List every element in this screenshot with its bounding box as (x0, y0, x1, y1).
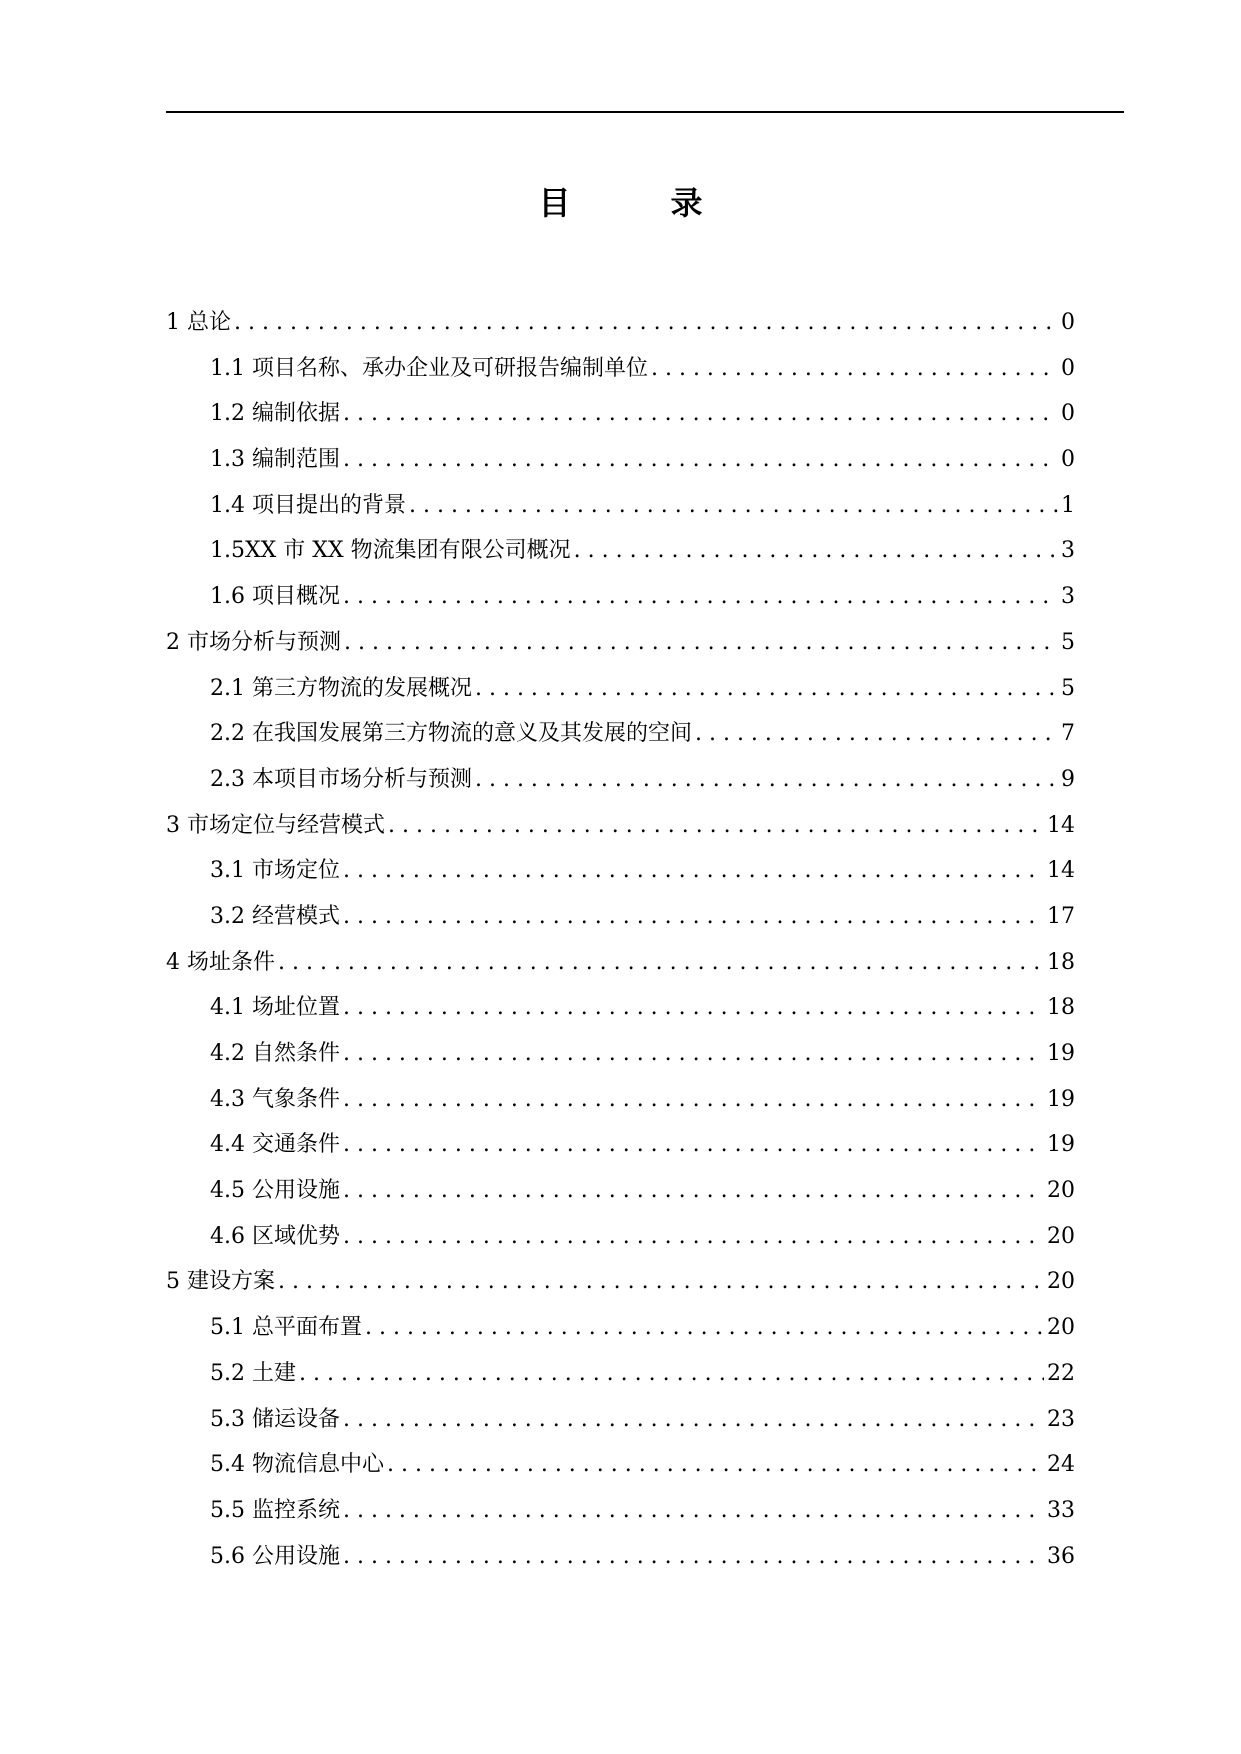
toc-entry-label: 4.3 气象条件 (210, 1086, 340, 1112)
toc-dot-leader (343, 1488, 1044, 1534)
toc-page-number: 0 (1061, 310, 1075, 335)
toc-section-entry[interactable] (166, 1534, 1075, 1580)
toc-section-entry[interactable] (166, 757, 1075, 803)
toc-dot-leader (299, 1351, 1044, 1397)
toc-section-entry[interactable] (166, 437, 1075, 483)
toc-dot-leader (343, 391, 1058, 437)
toc-section-entry[interactable] (166, 574, 1075, 620)
toc-entry-label: 1.2 编制依据 (210, 401, 340, 427)
toc-dot-leader (343, 1168, 1044, 1214)
toc-section-entry[interactable] (166, 711, 1075, 757)
toc-entry-label: 4.2 自然条件 (210, 1041, 340, 1066)
toc-entry-label: 3 市场定位与经营模式 (166, 812, 385, 838)
toc-entry-label: 4.1 场址位置 (210, 995, 340, 1021)
header-rule (166, 111, 1124, 113)
toc-page-number: 20 (1047, 1315, 1075, 1341)
toc-section-entry[interactable] (166, 391, 1075, 437)
toc-dot-leader (343, 1077, 1044, 1123)
toc-page-number: 19 (1047, 1086, 1075, 1112)
toc-section-entry[interactable] (166, 1168, 1075, 1214)
toc-dot-leader (387, 1442, 1044, 1488)
toc-section-entry[interactable] (166, 985, 1075, 1031)
toc-page-number: 5 (1061, 675, 1075, 701)
toc-entry-label: 5.4 物流信息中心 (210, 1452, 384, 1478)
toc-dot-leader (475, 757, 1058, 803)
toc-entry-label: 5.1 总平面布置 (210, 1315, 362, 1341)
toc-chapter-entry[interactable] (166, 803, 1075, 849)
toc-dot-leader (343, 985, 1044, 1031)
toc-page-number: 20 (1047, 1178, 1075, 1204)
toc-page-number: 14 (1047, 858, 1075, 884)
toc-section-entry[interactable] (166, 1488, 1075, 1534)
toc-dot-leader (475, 666, 1058, 712)
toc-page-number: 20 (1047, 1269, 1075, 1295)
toc-chapter-entry[interactable] (166, 1259, 1075, 1305)
toc-entry-label: 5 建设方案 (166, 1269, 275, 1295)
page-title: 目 录 (538, 184, 737, 223)
toc-page-number: 18 (1047, 949, 1075, 975)
toc-dot-leader (343, 894, 1044, 940)
toc-page-number: 0 (1061, 401, 1075, 427)
toc-dot-leader (695, 711, 1058, 757)
toc-page-number: 14 (1047, 812, 1075, 838)
toc-page-number: 33 (1047, 1497, 1075, 1523)
toc-section-entry[interactable] (166, 894, 1075, 940)
toc-entry-label: 4 场址条件 (166, 949, 275, 975)
toc-page-number: 7 (1061, 721, 1075, 747)
toc-entry-label: 3.1 市场定位 (210, 858, 340, 884)
toc-dot-leader (343, 1534, 1044, 1580)
toc-entry-label: 3.2 经营模式 (210, 903, 340, 929)
toc-entry-label: 1.1 项目名称、承办企业及可研报告编制单位 (210, 355, 648, 381)
toc-dot-leader (344, 620, 1058, 666)
toc-entry-label: 2.2 在我国发展第三方物流的意义及其发展的空间 (210, 721, 692, 747)
toc-page-number: 0 (1061, 355, 1075, 381)
toc-section-entry[interactable] (166, 1077, 1075, 1123)
toc-entry-label: 2 市场分析与预测 (166, 629, 341, 655)
toc-page-number: 5 (1061, 629, 1075, 655)
toc-entry-label: 4.4 交通条件 (210, 1132, 340, 1158)
toc-page-number: 17 (1047, 903, 1075, 929)
toc-dot-leader (278, 1259, 1044, 1305)
toc-dot-leader (574, 528, 1058, 574)
toc-section-entry[interactable] (166, 666, 1075, 712)
toc-page-number: 3 (1061, 538, 1075, 564)
toc-page-number: 0 (1061, 447, 1075, 473)
toc-chapter-entry[interactable] (166, 620, 1075, 666)
table-of-contents (166, 300, 1075, 1579)
toc-page-number: 20 (1047, 1223, 1075, 1249)
toc-entry-label: 5.6 公用设施 (210, 1543, 340, 1569)
toc-section-entry[interactable] (166, 483, 1075, 529)
toc-dot-leader (234, 300, 1058, 346)
toc-section-entry[interactable] (166, 848, 1075, 894)
toc-entry-label: 2.3 本项目市场分析与预测 (210, 766, 472, 792)
toc-dot-leader (278, 940, 1044, 986)
toc-page-number: 19 (1047, 1132, 1075, 1158)
toc-page-number: 1 (1061, 492, 1075, 518)
toc-chapter-entry[interactable] (166, 940, 1075, 986)
toc-section-entry[interactable] (166, 528, 1075, 574)
toc-dot-leader (388, 803, 1044, 849)
toc-section-entry[interactable] (166, 1214, 1075, 1260)
toc-page-number: 22 (1047, 1360, 1075, 1386)
toc-entry-label: 5.3 储运设备 (210, 1406, 340, 1432)
toc-section-entry[interactable] (166, 1122, 1075, 1168)
toc-dot-leader (365, 1305, 1044, 1351)
toc-dot-leader (343, 1031, 1044, 1077)
toc-entry-label: 1.4 项目提出的背景 (210, 492, 406, 518)
toc-page-number: 3 (1061, 584, 1075, 610)
toc-page-number: 23 (1047, 1406, 1075, 1432)
toc-page-number: 36 (1047, 1543, 1075, 1569)
toc-entry-label: 5.2 土建 (210, 1360, 296, 1386)
toc-page-number: 24 (1047, 1452, 1075, 1478)
toc-entry-label: 5.5 监控系统 (210, 1497, 340, 1523)
toc-section-entry[interactable] (166, 1031, 1075, 1077)
toc-section-entry[interactable] (166, 1397, 1075, 1443)
toc-section-entry[interactable] (166, 1305, 1075, 1351)
toc-entry-label: 1 总论 (166, 310, 231, 335)
toc-dot-leader (409, 483, 1058, 529)
toc-dot-leader (343, 1214, 1044, 1260)
toc-section-entry[interactable] (166, 1351, 1075, 1397)
toc-chapter-entry[interactable] (166, 300, 1075, 346)
toc-dot-leader (651, 346, 1058, 392)
toc-dot-leader (343, 1122, 1044, 1168)
toc-entry-label: 1.3 编制范围 (210, 447, 340, 473)
toc-section-entry[interactable] (166, 1442, 1075, 1488)
toc-entry-label: 1.5XX 市 XX 物流集团有限公司概况 (210, 538, 571, 564)
toc-entry-label: 1.6 项目概况 (210, 584, 340, 610)
toc-dot-leader (343, 848, 1044, 894)
toc-entry-label: 2.1 第三方物流的发展概况 (210, 675, 472, 701)
toc-dot-leader (343, 574, 1058, 620)
toc-entry-label: 4.6 区域优势 (210, 1223, 340, 1249)
toc-dot-leader (343, 437, 1058, 483)
toc-page-number: 9 (1061, 766, 1075, 792)
toc-dot-leader (343, 1397, 1044, 1443)
toc-page-number: 19 (1047, 1041, 1075, 1066)
toc-page-number: 18 (1047, 995, 1075, 1021)
toc-section-entry[interactable] (166, 346, 1075, 392)
toc-entry-label: 4.5 公用设施 (210, 1178, 340, 1204)
